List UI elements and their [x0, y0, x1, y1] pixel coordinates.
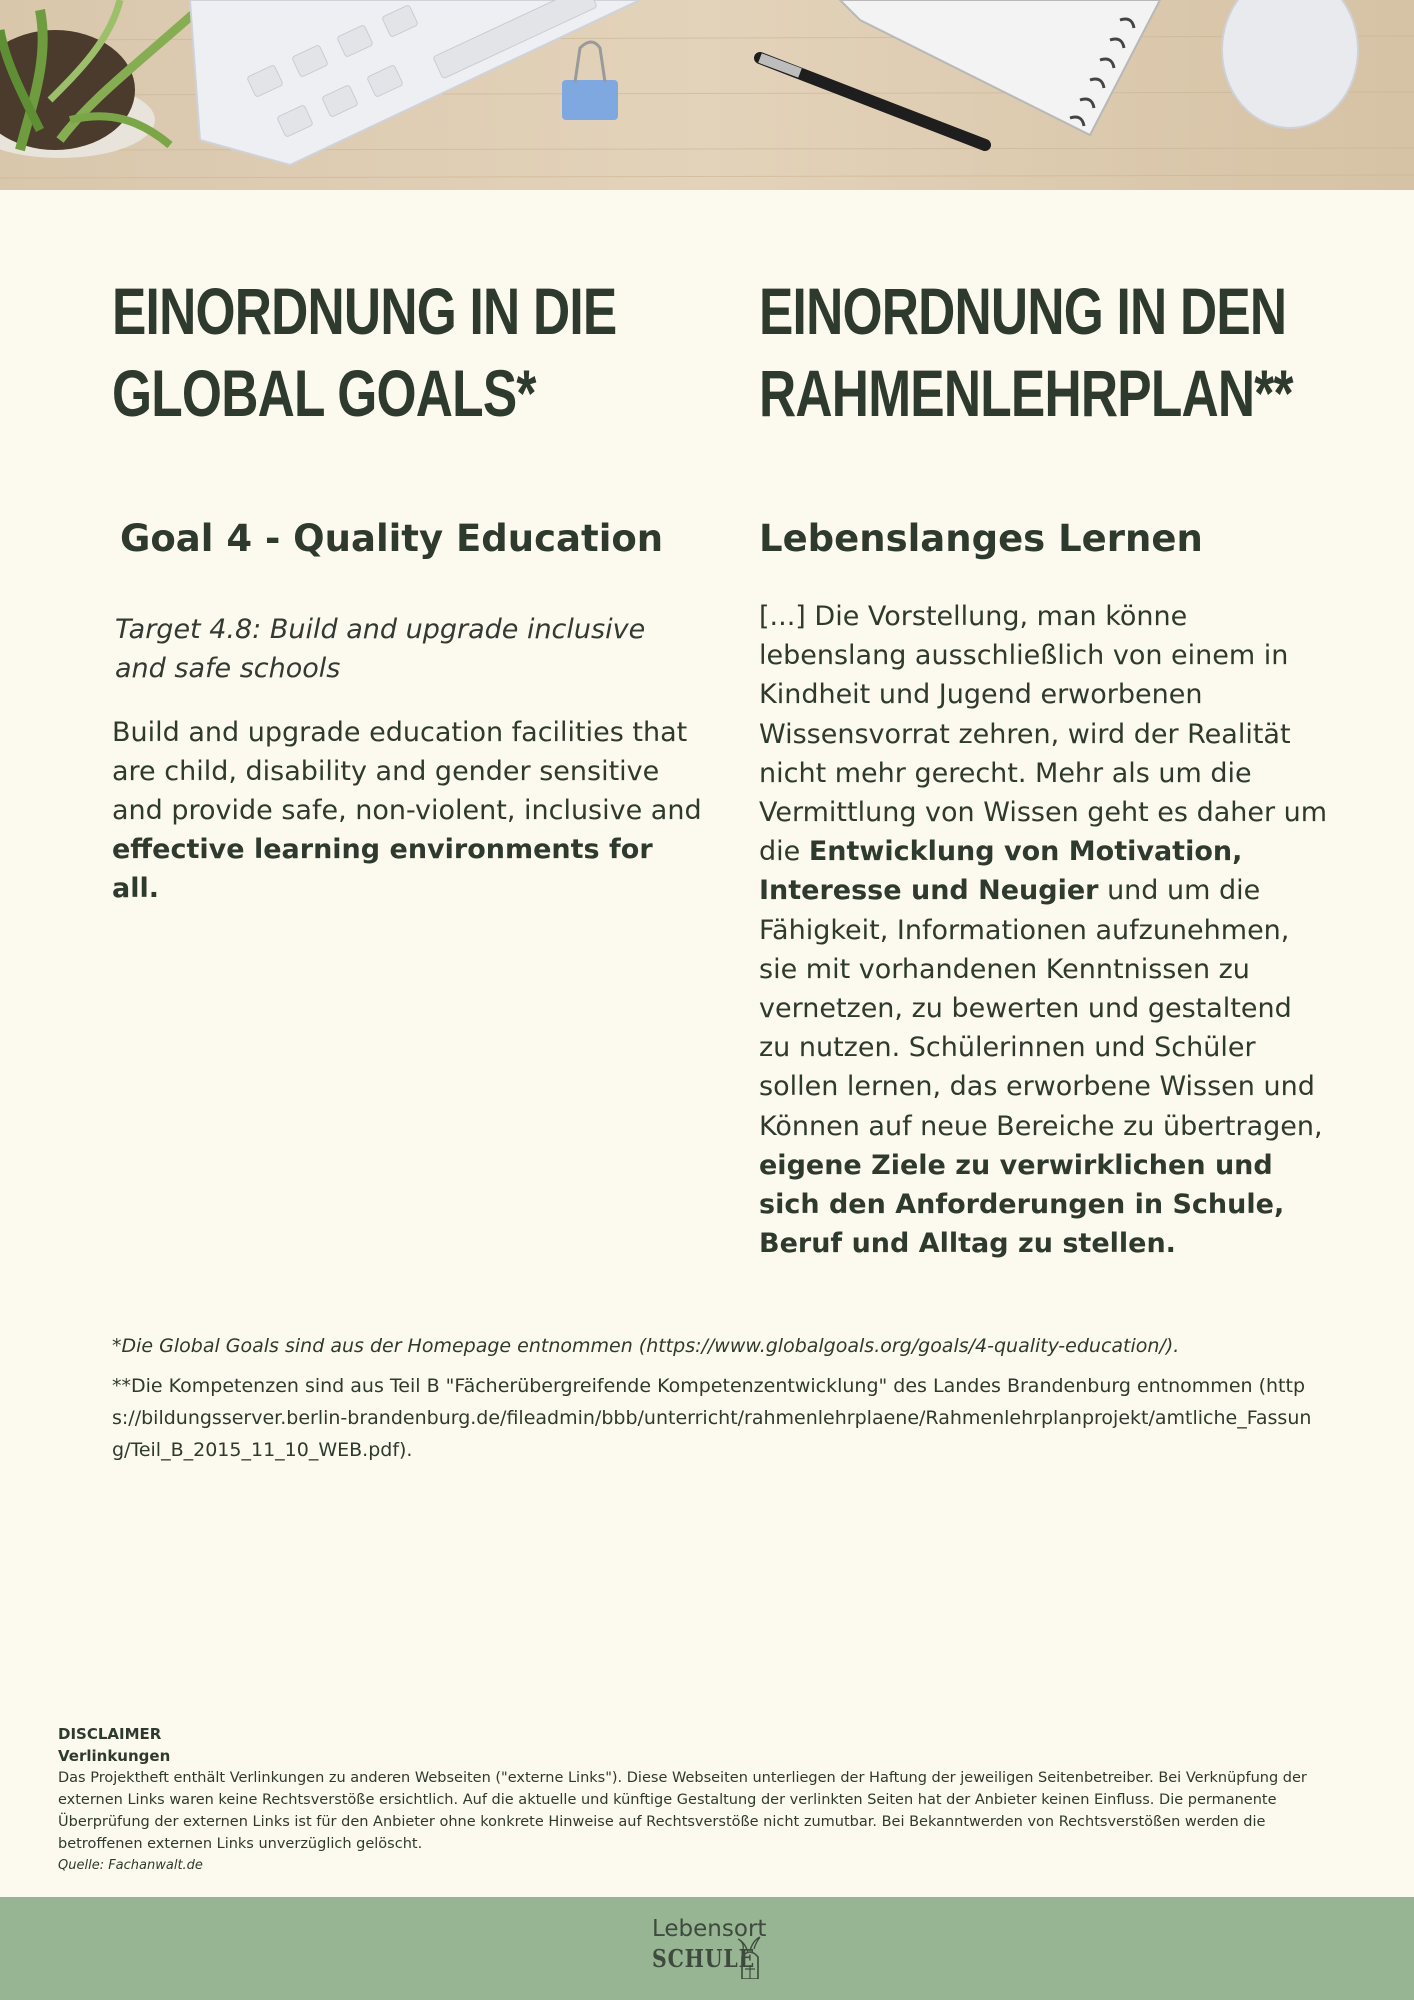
footnote-global-goals — [112, 1330, 1312, 1362]
disclaimer-source: Quelle: Fachanwalt.de — [58, 1858, 203, 1873]
target-text: Target 4.8: Build and upgrade inclusive and safe schools — [115, 614, 646, 684]
lernen-text-part1: [...] Die Vorstellung, man könne lebenslang ausschließlich von einem in Kindheit und Jugend erworbenen Wissensvorrat zehren, wird der Realität nicht mehr gerecht. Mehr als um die Vermittlung von Wissen geht es daher um die — [759, 601, 1328, 868]
lernen-emphasis-2: eigene Ziele zu verwirklichen und sich den Anforderungen in Schule, Beruf und Alltag zu stellen. — [759, 1149, 1285, 1260]
lernen-subheading: Lebenslanges Lernen — [759, 517, 1203, 560]
disclaimer-title: DISCLAIMER — [58, 1725, 162, 1743]
rahmenlehrplan-column — [759, 270, 1328, 1260]
lernen-description — [759, 597, 1329, 1263]
goal-description-emphasis: effective learning environments for all. — [112, 834, 653, 904]
global-goals-heading — [112, 270, 617, 434]
heading-line: EINORDNUNG IN DIE — [112, 274, 617, 348]
lernen-emphasis-1: Entwicklung von Motivation, Interesse und Neugier — [759, 836, 1243, 907]
footnotes — [112, 1330, 1312, 1466]
header-photo — [0, 0, 1414, 190]
heading-line: RAHMENLEHRPLAN** — [759, 356, 1293, 430]
disclaimer — [58, 1723, 1338, 1877]
disclaimer-text: Das Projektheft enthält Verlinkungen zu anderen Webseiten ("externe Links"). Diese Webseiten unterliegen der Haftung der jeweiligen Seitenbetreiber. Bei Verknüpfung der externen Links waren keine Rechtsverstöße ersichtlich. Auf die aktuelle und künftige Gestaltung der verlinkten Seiten hat der Anbieter keinen Einfluss. Die permanente Überprüfung der externen Links ist für den Anbieter ohne konkrete Hinweise auf Rechtsverstöße nicht zumutbar. Bei Bekanntwerden von Rechtsverstößen werden die betroffenen externen Links unverzüglich gelöscht. — [58, 1770, 1307, 1852]
goal-description-text: Build and upgrade education facilities that are child, disability and gender sensitive and provide safe, non-violent, inclusive and — [112, 717, 702, 826]
lebensort-schule-logo — [650, 1915, 780, 1993]
house-plant-icon — [730, 1935, 770, 1979]
footer-bar — [0, 1897, 1414, 2000]
rahmenlehrplan-heading — [759, 270, 1293, 434]
goal-subheading: Goal 4 - Quality Education — [120, 517, 664, 560]
goal-description — [112, 713, 702, 908]
global-goals-column — [112, 270, 702, 904]
footnote-global-goals-text: Die Global Goals sind aus der Homepage entnommen (https://www.globalgoals.org/goals/4-quality-education/). — [121, 1335, 1180, 1357]
footnote-marker: * — [112, 1335, 122, 1357]
logo-line-1: Lebensort — [652, 1916, 767, 1942]
logo-line-2: SCHULE — [652, 1944, 756, 1973]
heading-line: GLOBAL GOALS* — [112, 356, 536, 430]
heading-line: EINORDNUNG IN DEN — [759, 274, 1287, 348]
disclaimer-subtitle: Verlinkungen — [58, 1747, 171, 1765]
footnote-kompetenzen: **Die Kompetenzen sind aus Teil B "Fächerübergreifende Kompetenzentwicklung" des Landes Brandenburg entnommen (https://bildungsserver.berlin-brandenburg.de/fileadmin/bbb/unterricht/rahmenlehrplaene/Rahmenlehrplanprojekt/amtliche_Fassung/Teil_B_2015_11_10_WEB.pdf). — [112, 1375, 1312, 1461]
lernen-text-part2: und um die Fähigkeit, Informationen aufzunehmen, sie mit vorhandenen Kenntnissen zu vernetzen, zu bewerten und gestaltend zu nutzen. Schülerinnen und Schüler sollen lernen, das erworbene Wissen und Können auf neue Bereiche zu übertragen, — [759, 875, 1323, 1142]
